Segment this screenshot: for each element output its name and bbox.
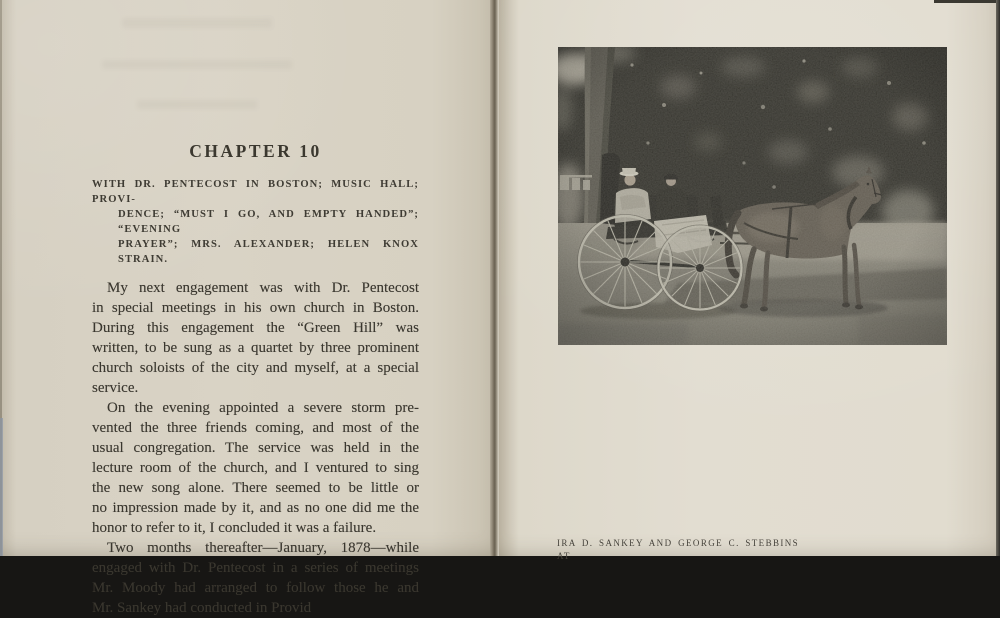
book-right-edge [996,0,1000,556]
caption-line-1: IRA D. SANKEY AND GEORGE C. STEBBINS [557,538,800,548]
photo-vignette [558,47,947,345]
subtitle-line: DENCE; “MUST I GO, AND EMPTY HANDED”; “EVENING [118,209,419,235]
showthrough-mark [122,18,272,28]
text-line: Two months thereafter—January, 1878—while [107,540,419,556]
text-line: usual congregation. The service was held in the [92,440,419,456]
photo-illustration [558,47,947,345]
text-line: the new song alone. There seemed to be little or [92,480,419,496]
text-line: no impression made by it, and as no one did me the [92,500,419,516]
plate-photo-horse-buggy [558,47,947,345]
text-line: Mr. Sankey had conducted in Provid [92,600,312,616]
text-line: On the evening appointed a severe storm pre- [107,400,419,416]
text-line: My next engagement was with Dr. Pentecost [107,280,419,296]
text-line: During this engagement the “Green Hill” was [92,320,419,336]
photo-caption [557,537,957,562]
page-gutter [490,0,499,556]
text-line: service. [92,380,139,396]
text-line: lecture room of the church, and I ventured to sing [92,460,419,476]
text-line: Mr. Moody had arranged to follow those he and [92,580,419,596]
body-paragraphs [92,278,419,618]
text-line: written, to be sung as a quartet by three prominent [92,340,419,356]
subtitle-line: WITH DR. PENTECOST IN BOSTON; MUSIC HALL; PROVI- [92,179,419,205]
background-sliver [934,0,996,3]
paragraph [92,538,419,618]
text-line: engaged with Dr. Pentecost in a series of meetings [92,560,419,576]
caption-line-2: AT [557,550,571,561]
cover-edge-blue [0,418,3,556]
text-line: church soloists of the city and myself, at a special [92,360,419,376]
text-line: honor to refer to it, I concluded it was a failure. [92,520,377,536]
paragraph [92,398,419,538]
subtitle-line: PRAYER”; MRS. ALEXANDER; HELEN KNOX STRAIN. [118,239,419,265]
text-line: in special meetings in his own church in Boston. [92,300,419,316]
showthrough-mark [102,60,292,69]
paragraph [92,278,419,398]
chapter-subtitle [92,177,419,267]
chapter-heading: CHAPTER 10 [189,141,322,161]
text-block [92,141,419,618]
showthrough-mark [137,100,257,109]
text-line: vented the three friends coming, and most of the [92,420,419,436]
left-page [2,0,490,616]
